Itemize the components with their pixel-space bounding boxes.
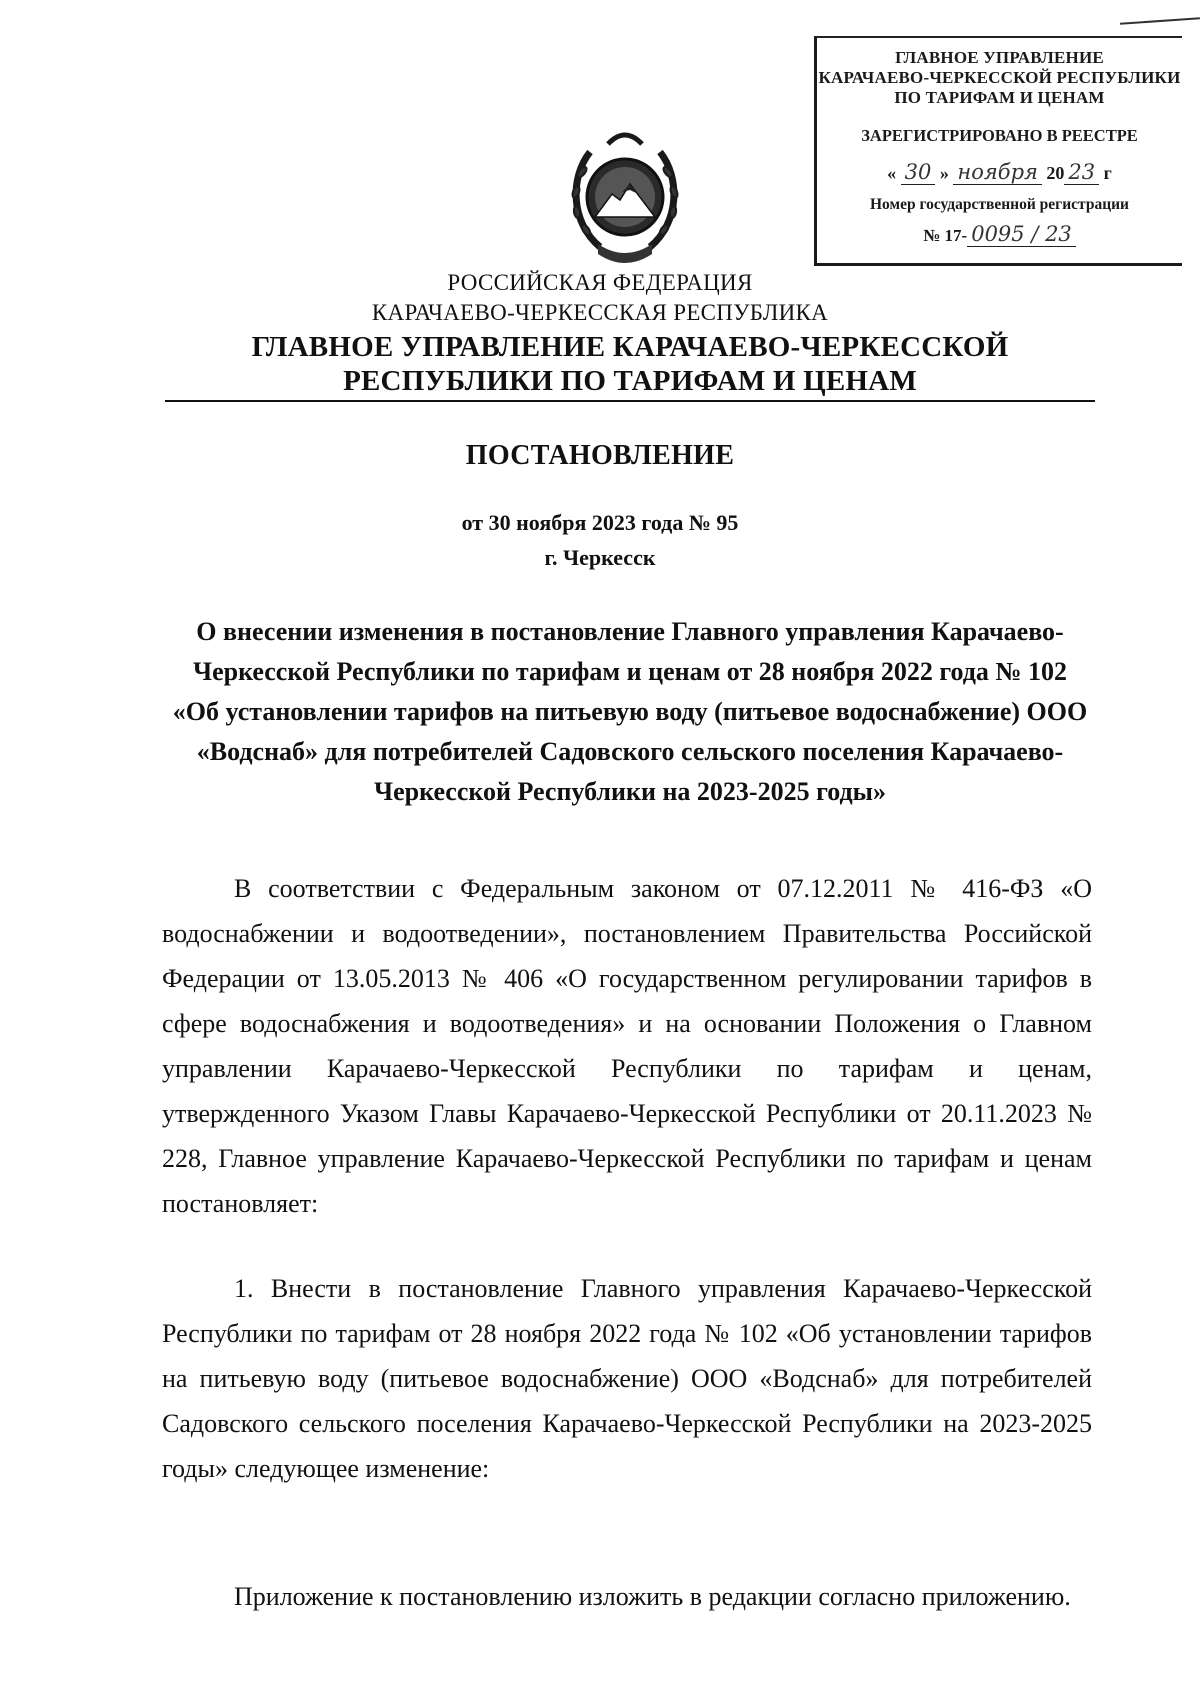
stamp-day: 30	[901, 160, 936, 185]
paragraph-item-1: 1. Внести в постановление Главного управления Карачаево-Черкесской Республики по тарифам от 28 ноября 2022 года № 102 «Об установлении тарифов на питьевую воду (питьевое водоснабжение) ООО «Водснаб» для потребителей Садовского сельского поселения Карачаево-Черкесской Республики на 2023-2025 годы» следующее изменение:	[162, 1274, 1092, 1483]
paragraph-preamble: В соответствии с Федеральным законом от 07.12.2011 № 416-ФЗ «О водоснабжении и водоотведении», постановлением Правительства Российской Федерации от 13.05.2013 № 406 «О государственном регулировании тарифов в сфере водоснабжения и водоотведения» и на основании Положения о Главном управлении Карачаево-Черкесской Республики по тарифам и ценам, утвержденного Указом Главы Карачаево-Черкесской Республики от 20.11.2023 № 228, Главное управление Карачаево-Черкесской Республики по тарифам и ценам постановляет:	[162, 874, 1092, 1218]
header-divider	[165, 400, 1095, 402]
header-region: КАРАЧАЕВО-ЧЕРКЕССКАЯ РЕСПУБЛИКА	[371, 300, 829, 325]
stamp-number	[817, 222, 1182, 246]
header-country: РОССИЙСКАЯ ФЕДЕРАЦИЯ	[447, 270, 753, 295]
stamp-number-prefix: № 17-	[923, 226, 968, 245]
stamp-line-2: КАРАЧАЕВО-ЧЕРКЕССКОЙ РЕСПУБЛИКИ	[818, 68, 1181, 87]
header-authority: ГЛАВНОЕ УПРАВЛЕНИЕ КАРАЧАЕВО-ЧЕРКЕССКОЙ РЕСПУБЛИКИ ПО ТАРИФАМ И ЦЕНАМ	[251, 331, 1009, 397]
stamp-line-1: ГЛАВНОЕ УПРАВЛЕНИЕ	[895, 48, 1104, 67]
registration-stamp	[814, 36, 1182, 266]
coat-of-arms-icon	[560, 122, 690, 272]
stamp-authority	[817, 48, 1182, 108]
paragraph-appendix: Приложение к постановлению изложить в редакции согласно приложению.	[234, 1582, 1071, 1611]
stamp-date-close: »	[939, 163, 949, 183]
stamp-year-suffix: 23	[1064, 160, 1099, 185]
stamp-date-open: «	[887, 163, 897, 183]
document-type: ПОСТАНОВЛЕНИЕ	[465, 440, 735, 471]
stamp-number-label: Номер государственной регистрации	[870, 196, 1129, 213]
document-subject: О внесении изменения в постановление Главного управления Карачаево-Черкесской Республики по тарифам и ценам от 28 ноября 2022 года № 102 «Об установлении тарифов на питьевую воду (питьевое водоснабжение) ООО «Водснаб» для потребителей Садовского сельского поселения Карачаево-Черкесской Республики на 2023-2025 годы»	[172, 617, 1088, 806]
stamp-year-prefix: 20	[1046, 163, 1065, 183]
stamp-date	[817, 160, 1182, 184]
stamp-month: ноября	[953, 160, 1042, 185]
document-city: г. Черкесск	[544, 545, 656, 570]
document-date-number: от 30 ноября 2023 года № 95	[461, 510, 739, 535]
stamp-corner-mark	[1120, 17, 1200, 25]
stamp-line-3: ПО ТАРИФАМ И ЦЕНАМ	[894, 88, 1105, 107]
stamp-number-value: 0095 / 23	[967, 222, 1076, 247]
stamp-year-letter: г	[1103, 163, 1112, 183]
stamp-registered: ЗАРЕГИСТРИРОВАНО В РЕЕСТРЕ	[861, 126, 1138, 145]
